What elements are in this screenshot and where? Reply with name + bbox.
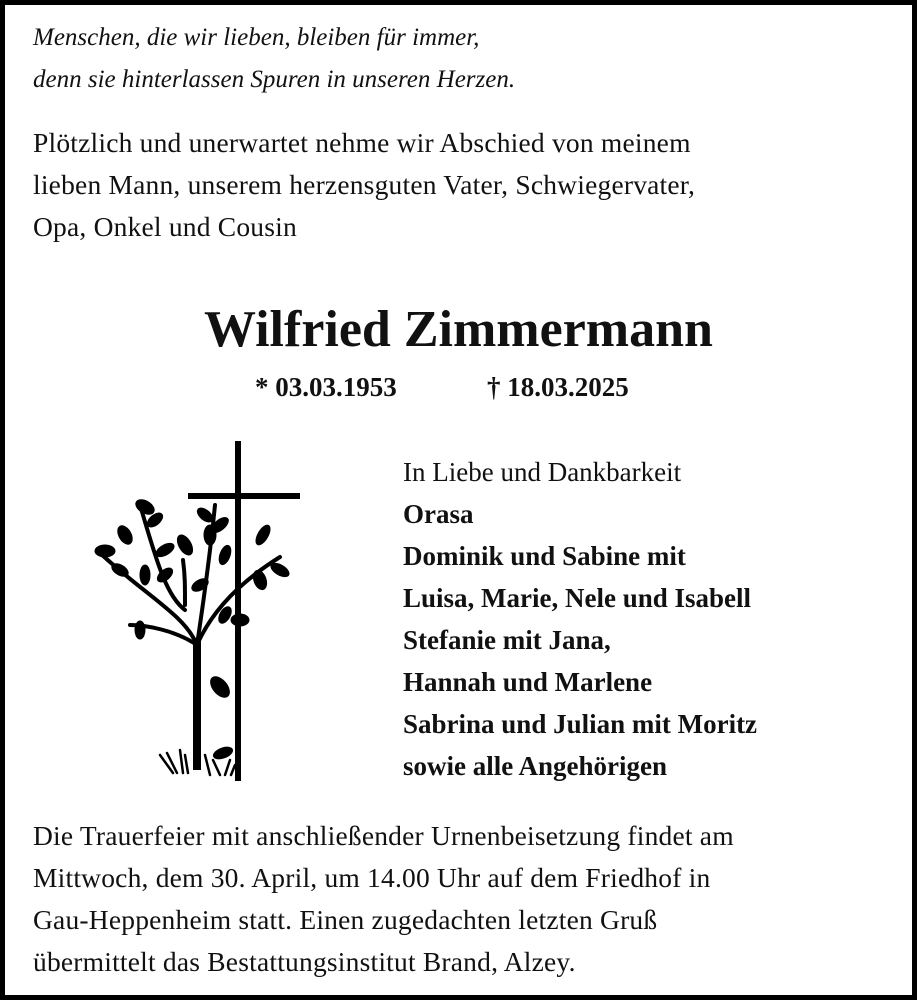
- mourner-line: Hannah und Marlene: [403, 667, 653, 697]
- funeral-line: Mittwoch, dem 30. April, um 14.00 Uhr auf dem Friedhof in: [33, 862, 711, 893]
- mourner-line: Stefanie mit Jana,: [403, 625, 611, 655]
- death-date: † 18.03.2025: [487, 372, 629, 402]
- motto-line: Menschen, die wir lieben, bleiben für immer,: [33, 24, 480, 51]
- funeral-line: Die Trauerfeier mit anschließender Urnenbeisetzung findet am: [33, 820, 734, 851]
- mourners-intro: In Liebe und Dankbarkeit: [403, 457, 682, 487]
- intro-line: Opa, Onkel und Cousin: [33, 211, 297, 242]
- intro-line: Plötzlich und unerwartet nehme wir Abschied von meinem: [33, 127, 691, 158]
- mourner-line: Dominik und Sabine mit: [403, 541, 686, 571]
- mourner-line: Sabrina und Julian mit Moritz: [403, 709, 758, 739]
- mourner-line: Luisa, Marie, Nele und Isabell: [403, 583, 752, 613]
- funeral-line: Gau-Heppenheim statt. Einen zugedachten letzten Gruß: [33, 904, 658, 935]
- mourner-line: Orasa: [403, 499, 474, 529]
- motto-line: denn sie hinterlassen Spuren in unseren Herzen.: [33, 66, 516, 93]
- funeral-line: übermittelt das Bestattungsinstitut Brand, Alzey.: [33, 946, 576, 977]
- birth-date: * 03.03.1953: [255, 372, 397, 402]
- deceased-name: Wilfried Zimmermann: [204, 301, 713, 358]
- tree-cross-icon: [85, 435, 315, 785]
- mourner-line: sowie alle Angehörigen: [403, 751, 667, 781]
- intro-line: lieben Mann, unserem herzensguten Vater, Schwiegervater,: [33, 169, 696, 200]
